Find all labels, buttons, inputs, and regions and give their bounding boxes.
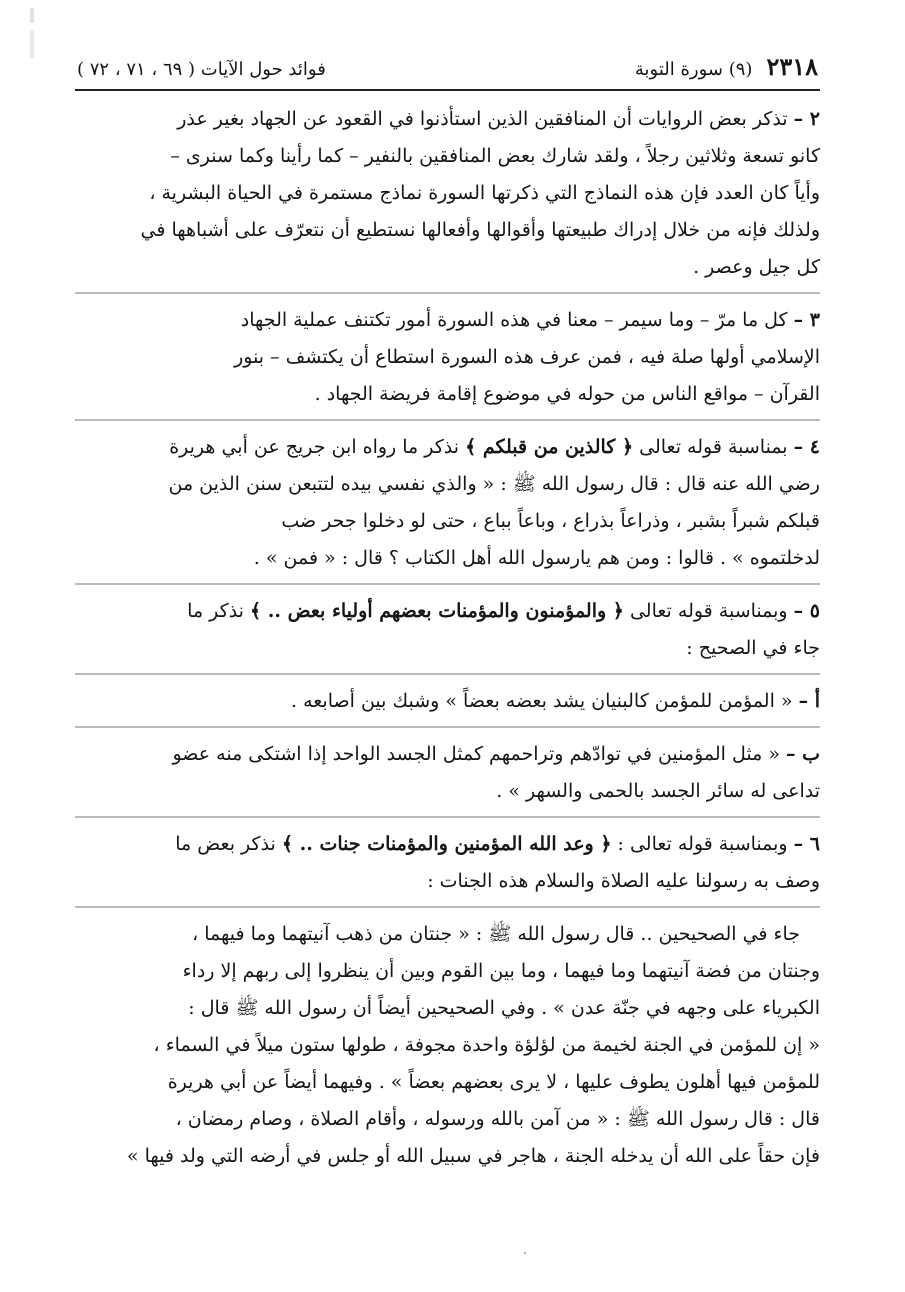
section-3 <box>75 302 820 413</box>
surah-name: (٩) سورة التوبة <box>634 59 753 80</box>
section-5 <box>75 593 820 667</box>
section-number: ٤ – <box>793 436 820 458</box>
text-line: وأياً كان العدد فإن هذه النماذج التي ذكرتها السورة نماذج مستمرة في الحياة البشرية ، <box>149 182 820 204</box>
text-line: « إن للمؤمن في الجنة لخيمة من لؤلؤة واحدة مجوفة ، طولها ستون ميلاً في السماء ، <box>153 1034 820 1056</box>
text-line: القرآن – مواقع الناس من حوله في موضوع إقامة فريضة الجهاد . <box>314 383 820 405</box>
header-rule <box>75 89 820 91</box>
section-divider <box>75 673 820 675</box>
text-line <box>75 429 820 466</box>
text-line-content: تذكر بعض الروايات أن المنافقين الذين استأذنوا في القعود عن الجهاد بغير عذر <box>177 108 788 130</box>
section-number: أ – <box>798 690 820 712</box>
text-line <box>75 101 820 138</box>
section-divider <box>75 906 820 908</box>
text-line <box>75 683 820 720</box>
section-number: ٢ – <box>793 108 820 130</box>
section-divider <box>75 583 820 585</box>
text-line-content: « مثل المؤمنين في توادّهم وتراحمهم كمثل الجسد الواحد إذا اشتكى منه عضو <box>172 743 780 765</box>
section-divider <box>75 292 820 294</box>
section-number: ٣ – <box>793 309 820 331</box>
section-4 <box>75 429 820 577</box>
text-line: قال : قال رسول الله ﷺ : « من آمن بالله ورسوله ، وأقام الصلاة ، وصام رمضان ، <box>175 1108 820 1130</box>
text-line: فإن حقاً على الله أن يدخله الجنة ، هاجر في سبيل الله أو جلس في أرضه التي ولد فيها » <box>126 1145 820 1167</box>
section-divider <box>75 816 820 818</box>
section-number: ٥ – <box>793 600 820 622</box>
verse-intro: بمناسبة قوله تعالى <box>639 436 788 458</box>
text-line: الكبرياء على وجهه في جنّة عدن » . وفي الصحيحين أيضاً أن رسول الله ﷺ قال : <box>188 997 820 1019</box>
section-6 <box>75 826 820 900</box>
quran-verse: ﴿ كالذين من قبلكم ﴾ <box>465 436 634 458</box>
text-line-content: نذكر ما <box>187 600 244 622</box>
text-line: وجنتان من فضة آنيتهما وما فيهما ، وما بين القوم وبين أن ينظروا إلى ربهم إلا رداء <box>182 960 820 982</box>
text-line-content: نذكر بعض ما <box>175 833 276 855</box>
text-line: كل جيل وعصر . <box>693 256 820 278</box>
section-number: ٦ – <box>793 833 820 855</box>
text-line: رضي الله عنه قال : قال رسول الله ﷺ : « والذي نفسي بيده لتتبعن سنن الذين من <box>168 473 820 495</box>
text-line: جاء في الصحيح : <box>686 637 820 659</box>
text-line: تداعى له سائر الجسد بالحمى والسهر » . <box>496 780 820 802</box>
text-line: ولذلك فإنه من خلال إدراك طبيعتها وأقوالها وأفعالها نستطيع أن نتعرّف على أشباهها في <box>140 219 820 241</box>
text-line: للمؤمن فيها أهلون يطوف عليها ، لا يرى بعضهم بعضاً » . وفيهما أيضاً عن أبي هريرة <box>167 1071 820 1093</box>
text-line: جاء في الصحيحين .. قال رسول الله ﷺ : « جنتان من ذهب آنيتهما وما فيهما ، <box>192 923 800 945</box>
scan-edge-mark <box>30 8 34 58</box>
text-line: كانو تسعة وثلاثين رجلاً ، ولقد شارك بعض المنافقين بالنفير – كما رأينا وكما سنرى – <box>170 145 820 167</box>
verse-intro: وبمناسبة قوله تعالى <box>629 600 788 622</box>
text-line-content: « المؤمن للمؤمن كالبنيان يشد بعضه بعضاً » وشبك بين أصابعه . <box>291 690 793 712</box>
section-6-body <box>75 916 820 1175</box>
text-line <box>75 736 820 773</box>
section-number: ب – <box>785 743 820 765</box>
section-divider <box>75 419 820 421</box>
header-topic: فوائد حول الآيات ( ٦٩ ، ٧١ ، ٧٢ ) <box>77 59 326 80</box>
text-line: لدخلتموه » . قالوا : ومن هم يارسول الله أهل الكتاب ؟ قال : « فمن » . <box>253 547 820 569</box>
verse-intro: وبمناسبة قوله تعالى : <box>617 833 788 855</box>
quran-verse: ﴿ والمؤمنون والمؤمنات بعضهم أولياء بعض .. ﴾ <box>250 600 624 622</box>
section-5a <box>75 683 820 720</box>
text-line <box>75 593 820 630</box>
book-page <box>75 52 820 1175</box>
text-line: وصف به رسولنا عليه الصلاة والسلام هذه الجنات : <box>427 870 820 892</box>
text-line <box>75 826 820 863</box>
text-line: قبلكم شبراً بشبر ، وذراعاً بذراع ، وباعاً بباع ، حتى لو دخلوا جحر ضب <box>281 510 820 532</box>
quran-verse: ﴿ وعد الله المؤمنين والمؤمنات جنات .. ﴾ <box>281 833 612 855</box>
text-line-content: نذكر ما رواه ابن جريج عن أبي هريرة <box>169 436 460 458</box>
section-2 <box>75 101 820 286</box>
page-header <box>75 52 820 89</box>
section-divider <box>75 726 820 728</box>
text-line-content: كل ما مرّ – وما سيمر – معنا في هذه السورة أمور تكتنف عملية الجهاد <box>240 309 788 331</box>
header-right-group <box>635 52 818 81</box>
section-5b <box>75 736 820 810</box>
text-line <box>75 302 820 339</box>
scan-dot <box>524 1252 526 1254</box>
page-number: ٢٣١٨ <box>766 52 818 81</box>
text-line: الإسلامي أولها صلة فيه ، فمن عرف هذه السورة استطاع أن يكتشف – بنور <box>234 346 820 368</box>
